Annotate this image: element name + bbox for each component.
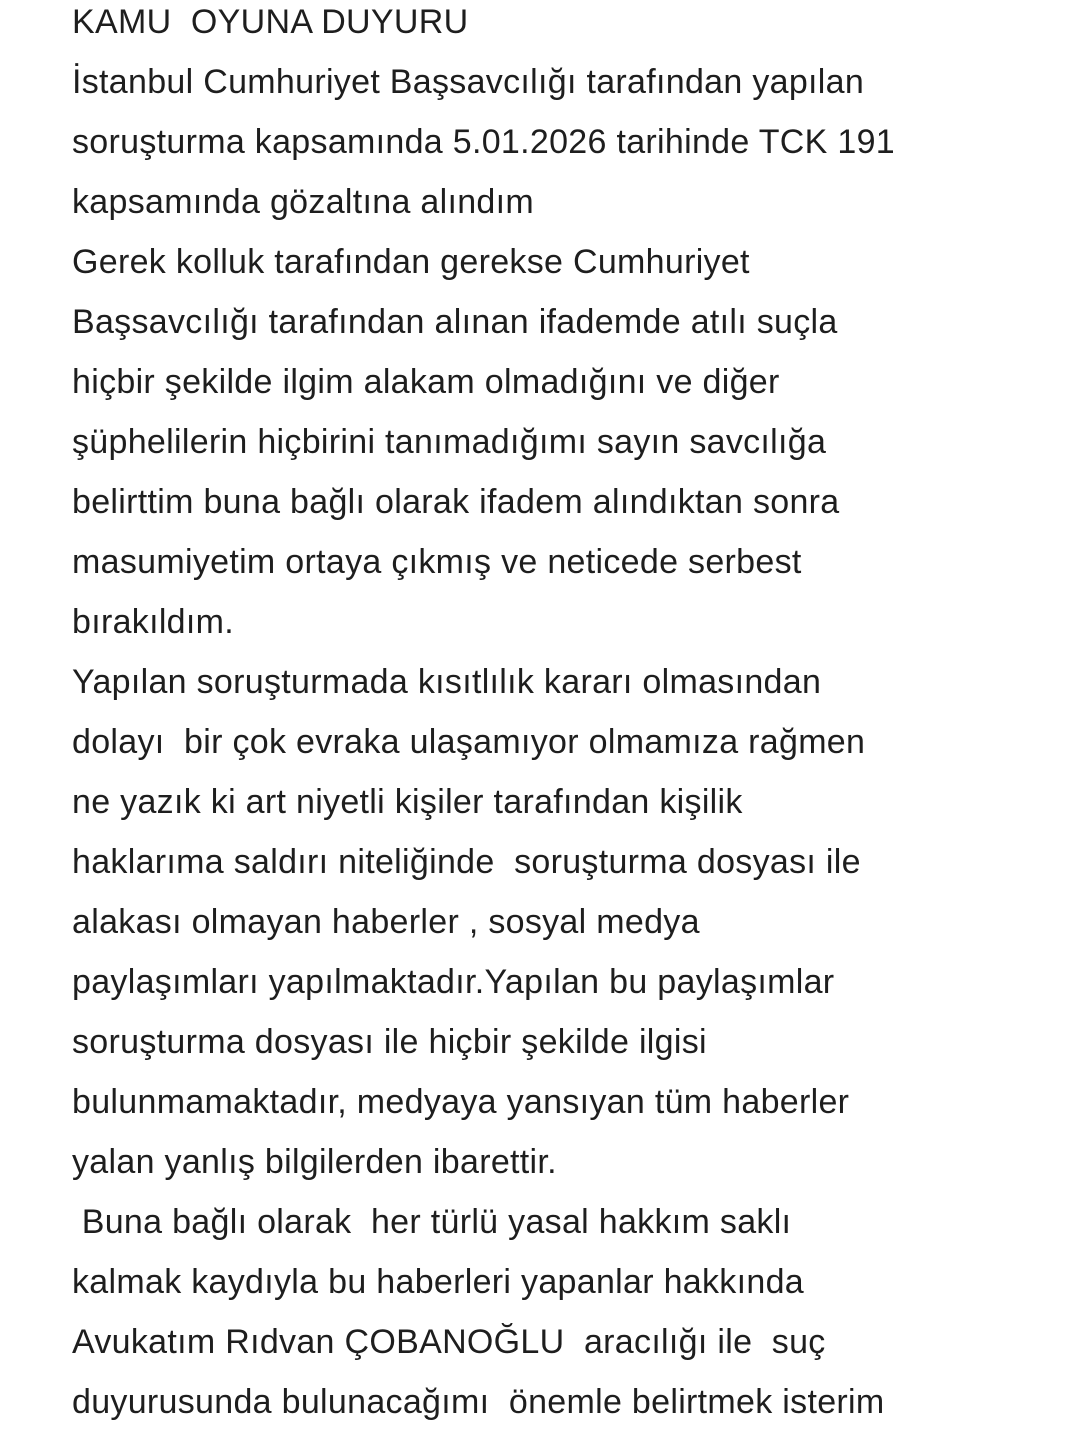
text-line: soruşturma dosyası ile hiçbir şekilde ilgisi <box>72 1023 707 1061</box>
text-line: dolayı bir çok evraka ulaşamıyor olmamıza rağmen <box>72 723 866 761</box>
text-line: Yapılan soruşturmada kısıtlılık kararı olmasından <box>72 663 822 701</box>
text-line: bırakıldım. <box>72 603 235 641</box>
text-line: kalmak kaydıyla bu haberleri yapanlar hakkında <box>72 1263 804 1301</box>
text-line: soruşturma kapsamında 5.01.2026 tarihinde TCK 191 <box>72 123 895 161</box>
text-line: Gerek kolluk tarafından gerekse Cumhuriyet <box>72 243 750 281</box>
text-line: paylaşımları yapılmaktadır.Yapılan bu paylaşımlar <box>72 963 835 1001</box>
text-line: masumiyetim ortaya çıkmış ve neticede serbest <box>72 543 802 581</box>
text-line: kapsamında gözaltına alındım <box>72 183 535 221</box>
text-line: Buna bağlı olarak her türlü yasal hakkım saklı <box>72 1203 792 1241</box>
text-line: Başsavcılığı tarafından alınan ifademde atılı suçla <box>72 303 838 341</box>
text-line: belirttim buna bağlı olarak ifadem alındıktan sonra <box>72 483 840 521</box>
text-line: haklarıma saldırı niteliğinde soruşturma dosyası ile <box>72 843 861 881</box>
text-line: şüphelilerin hiçbirini tanımadığımı sayın savcılığa <box>72 423 827 461</box>
announcement-title: KAMU OYUNA DUYURU <box>72 3 469 41</box>
text-line: duyurusunda bulunacağımı önemle belirtmek isterim <box>72 1383 885 1421</box>
text-line: ne yazık ki art niyetli kişiler tarafından kişilik <box>72 783 743 821</box>
text-line: hiçbir şekilde ilgim alakam olmadığını ve diğer <box>72 363 780 401</box>
text-line: Avukatım Rıdvan ÇOBANOĞLU aracılığı ile suç <box>72 1323 826 1361</box>
text-line: bulunmamaktadır, medyaya yansıyan tüm haberler <box>72 1083 850 1121</box>
note-body <box>72 0 1062 1432</box>
text-line: alakası olmayan haberler , sosyal medya <box>72 903 700 941</box>
text-line: İstanbul Cumhuriyet Başsavcılığı tarafından yapılan <box>72 63 865 101</box>
text-line: yalan yanlış bilgilerden ibarettir. <box>72 1143 557 1181</box>
